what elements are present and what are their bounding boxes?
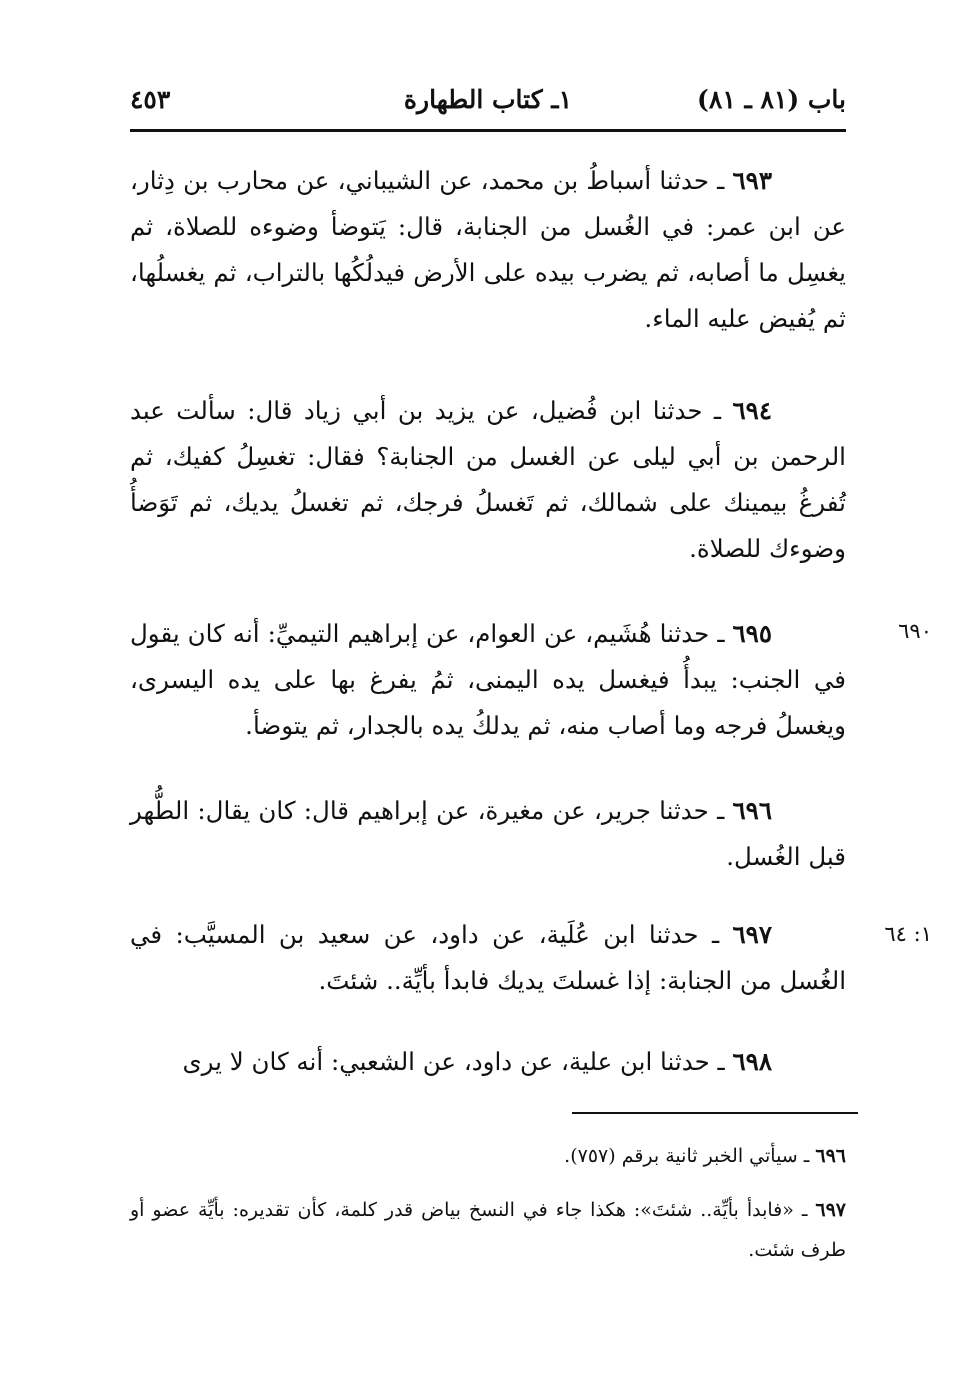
hadith-text: ـ حدثنا ابن فُضيل، عن يزيد بن أبي زياد قال: سألت عبد الرحمن بن أبي ليلى عن الغسل من الجنابة؟ فقال: تغسِلُ كفيك، ثم تُفرغُ بيمينك على شمالك، ثم تَغسلُ فرجك، ثم تغسلُ يديك، ثم تَوَضأُ وضوءك للصلاة. — [130, 396, 846, 563]
hadith-696 — [130, 788, 846, 880]
hadith-text: ـ حدثنا جرير، عن مغيرة، عن إبراهيم قال: كان يقال: الطُّهر قبل الغُسل. — [130, 796, 846, 871]
hadith-text: ـ حدثنا هُشَيم، عن العوام، عن إبراهيم التيميِّ: أنه كان يقول في الجنب: يبدأُ فيغسل يده اليمنى، ثمُ يفرغ بها على يده اليسرى، ويغسلُ فرجه وما أصاب منه، ثم يدلكُ يده بالجدار، ثم يتوضأ. — [130, 619, 846, 740]
hadith-694 — [130, 388, 846, 572]
footnote-number: ٦٩٦ — [815, 1145, 846, 1167]
footnote-697 — [130, 1190, 846, 1270]
footnote-text: ـ «فابدأ بأيِّة.. شئتَ»: هكذا جاء في النسخ بياض قدر كلمة، كأن تقديره: بأيِّة عضو أو طرف شئت. — [130, 1199, 846, 1261]
footnote-text: ـ سيأتي الخبر ثانية برقم (٧٥٧). — [564, 1145, 810, 1167]
hadith-695 — [130, 611, 846, 749]
hadith-697 — [130, 912, 846, 1004]
footnote-696 — [130, 1136, 846, 1176]
margin-reference: ٦٩٠ — [898, 619, 932, 643]
hadith-number: ٦٩٧ — [732, 920, 772, 949]
running-header — [130, 85, 846, 125]
margin-reference: ١: ٦٤ — [884, 922, 932, 946]
footnote-separator — [572, 1112, 858, 1114]
hadith-number: ٦٩٥ — [732, 619, 772, 648]
hadith-number: ٦٩٤ — [732, 396, 772, 425]
header-rule — [130, 129, 846, 132]
hadith-text: ـ حدثنا ابن عُلَية، عن داود، عن سعيد بن المسيَّب: في الغُسل من الجنابة: إذا غسلتَ يديك فابدأ بأيِّة.. شئتَ. — [130, 920, 846, 995]
hadith-698 — [130, 1039, 846, 1085]
hadith-693 — [130, 158, 846, 342]
footnote-number: ٦٩٧ — [815, 1199, 847, 1221]
hadith-text: ـ حدثنا ابن علية، عن داود، عن الشعبي: أنه كان لا يرى — [182, 1047, 725, 1076]
hadith-text: ـ حدثنا أسباطُ بن محمد، عن الشيباني، عن محارب بن دِثار، عن ابن عمر: في الغُسل من الجنابة، قال: يَتوضأ وضوءه للصلاة، ثم يغسِل ما أصابه، ثم يضرب بيده على الأرض فيدلُكُها بالتراب، ثم يغسلُها، ثم يُفيض عليه الماء. — [130, 166, 846, 333]
chapter-title: باب (٨١ ـ ٨١) — [697, 85, 846, 114]
book-title: ١ـ كتاب الطهارة — [403, 85, 573, 114]
hadith-number: ٦٩٣ — [732, 166, 772, 195]
hadith-number: ٦٩٨ — [732, 1047, 772, 1076]
hadith-number: ٦٩٦ — [732, 796, 772, 825]
page-number: ٤٥٣ — [130, 85, 171, 114]
